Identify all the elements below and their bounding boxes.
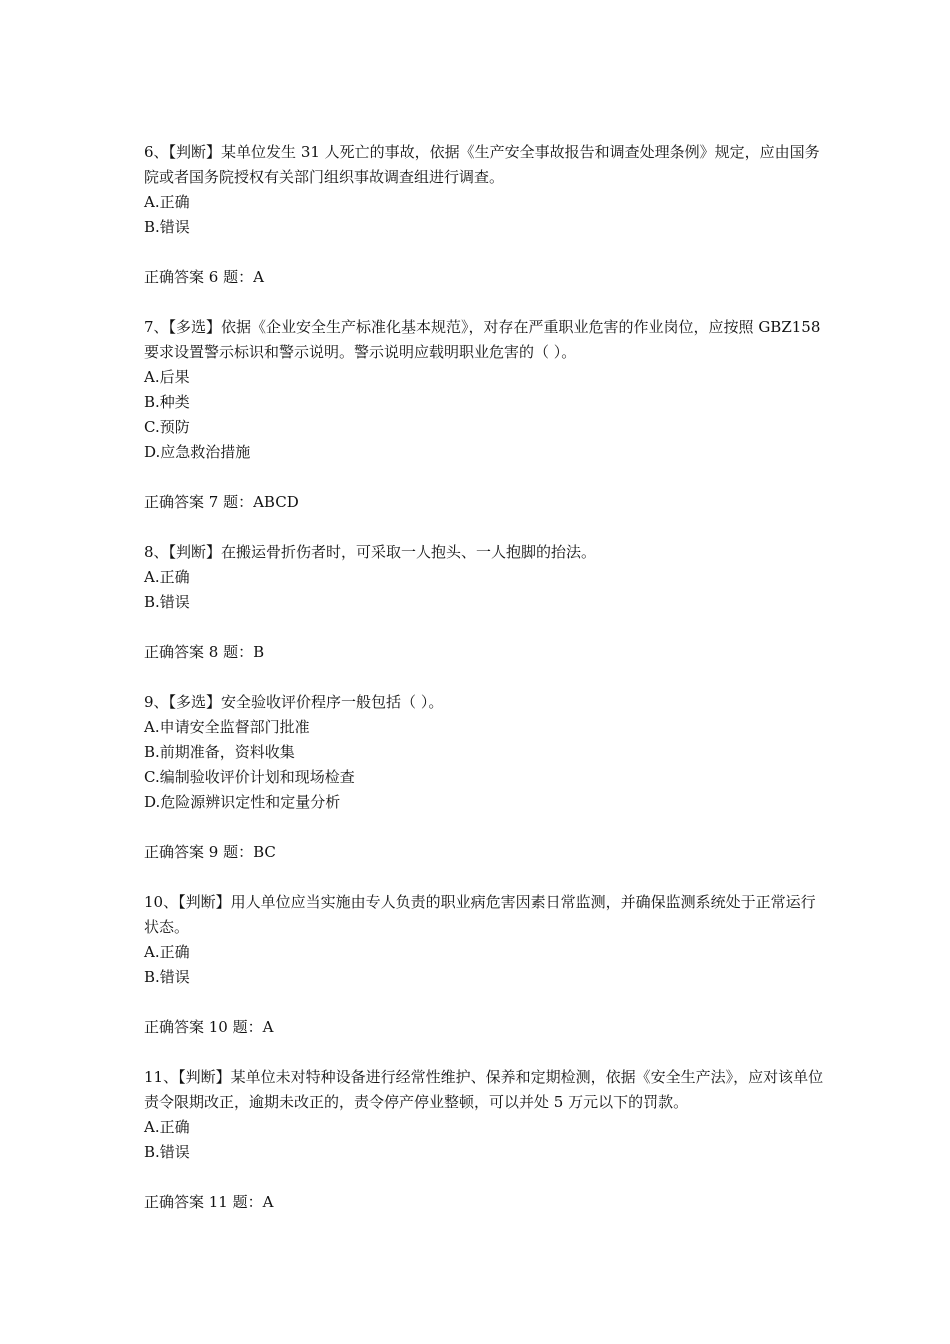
question-stem: 8、【判断】在搬运骨折伤者时，可采取一人抱头、一人抱脚的抬法。	[144, 543, 597, 561]
option-a: A.申请安全监督部门批准	[144, 718, 310, 736]
option-d: D.危险源辨识定性和定量分析	[144, 793, 341, 811]
question-list	[144, 140, 824, 1240]
option-a: A.正确	[144, 568, 190, 586]
option-b: B.错误	[144, 1143, 190, 1161]
option-b: B.前期准备，资料收集	[144, 743, 295, 761]
option-b: B.错误	[144, 968, 190, 986]
correct-answer: 正确答案 7 题：ABCD	[144, 493, 299, 511]
correct-answer: 正确答案 9 题：BC	[144, 843, 276, 861]
option-a: A.正确	[144, 193, 190, 211]
question-7	[144, 315, 824, 515]
option-a: A.正确	[144, 943, 190, 961]
question-stem: 6、【判断】某单位发生 31 人死亡的事故，依据《生产安全事故报告和调查处理条例》规定，应由国务院或者国务院授权有关部门组织事故调查组进行调查。	[144, 143, 820, 186]
correct-answer: 正确答案 11 题：A	[144, 1193, 274, 1211]
option-c: C.预防	[144, 418, 190, 436]
option-b: B.错误	[144, 593, 190, 611]
question-8	[144, 540, 824, 665]
option-b: B.种类	[144, 393, 190, 411]
option-c: C.编制验收评价计划和现场检查	[144, 768, 355, 786]
correct-answer: 正确答案 6 题：A	[144, 268, 264, 286]
question-stem: 11、【判断】某单位未对特种设备进行经常性维护、保养和定期检测，依据《安全生产法》，应对该单位责令限期改正，逾期未改正的，责令停产停业整顿，可以并处 5 万元以下的罚款。	[144, 1068, 824, 1111]
question-11	[144, 1065, 824, 1215]
correct-answer: 正确答案 10 题：A	[144, 1018, 274, 1036]
question-6	[144, 140, 824, 290]
option-a: A.正确	[144, 1118, 190, 1136]
question-stem: 7、【多选】依据《企业安全生产标准化基本规范》，对存在严重职业危害的作业岗位，应按照 GBZ158 要求设置警示标识和警示说明。警示说明应载明职业危害的（ ）。	[144, 318, 821, 361]
question-stem: 9、【多选】安全验收评价程序一般包括（ ）。	[144, 693, 444, 711]
question-stem: 10、【判断】用人单位应当实施由专人负责的职业病危害因素日常监测，并确保监测系统处于正常运行状态。	[144, 893, 816, 936]
option-a: A.后果	[144, 368, 190, 386]
correct-answer: 正确答案 8 题：B	[144, 643, 265, 661]
option-d: D.应急救治措施	[144, 443, 251, 461]
option-b: B.错误	[144, 218, 190, 236]
question-9	[144, 690, 824, 865]
question-10	[144, 890, 824, 1040]
